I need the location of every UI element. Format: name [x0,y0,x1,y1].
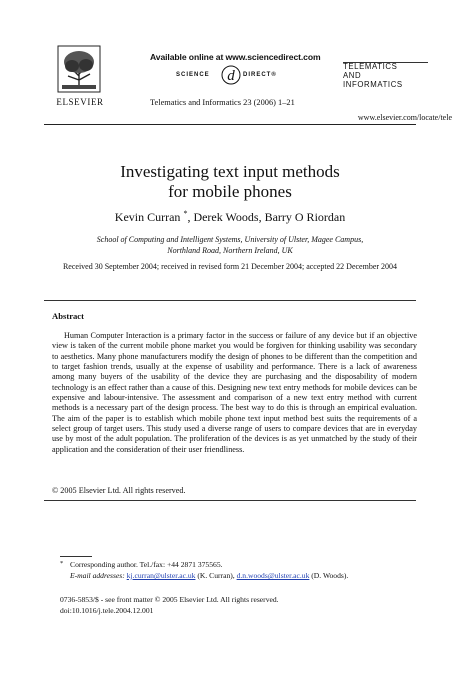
received-dates: Received 30 September 2004; received in revised form 21 December 2004; accepted 22 December 2004 [62,262,398,271]
author-first: Kevin Curran [114,210,184,224]
email-owner-woods: (D. Woods). [309,571,349,580]
abstract-heading: Abstract [52,311,84,321]
author-list [44,209,416,225]
journal-name-block [343,63,433,89]
sciencedirect-left-text: SCIENCE [176,72,210,78]
affiliation [44,235,416,256]
available-online-text[interactable]: Available online at www.sciencedirect.com [150,52,321,62]
sciencedirect-d-icon [221,65,241,85]
abstract-top-divider [44,300,416,301]
abstract-body: Human Computer Interaction is a primary factor in the success or failure of any device but if an objective view is taken of the current mobile phone market you would be forgiven for thinking usability was secondary to aesthetics. Many phone manufacturers modify the design of phones to be different than the competition and to target fashion trends, usually at the expense of usability and performance. There is a lack of awareness among many buyers of the usability of the device they are purchasing and the disposability of modern technology is an effect rather than a cause of this. Designing new text entry methods for mobile devices can be expensive and labour-intensive. The assessment and comparison of a new text entry method with current methods is a necessary part of the design process. The best way to do this is through an empirical evaluation. The aim of the paper is to establish which mobile phone text input method best suits the requirements of a select group of target users. This study used a diverse range of users to compare devices that are in everyday use by most of the adult population. The proliferation of the devices is as yet unmatched by the study of their application and the consideration of their user friendliness. [52,331,417,454]
journal-name-line-2: AND [343,70,362,80]
author-rest: , Derek Woods, Barry O Riordan [187,210,346,224]
sciencedirect-logo[interactable] [176,65,306,87]
article-title [44,162,416,201]
abstract-bottom-divider [44,500,416,501]
footnote-mark: * [60,560,64,567]
email-link-curran[interactable]: kj.curran@ulster.ac.uk [126,571,196,580]
affiliation-line-1: School of Computing and Intelligent Systems, University of Ulster, Magee Campus, [96,235,364,244]
email-link-woods[interactable]: d.n.woods@ulster.ac.uk [236,571,310,580]
corresponding-author-text: Corresponding author. Tel./fax: +44 2871 375565. [70,560,223,569]
email-footnote [70,571,348,580]
journal-citation: Telematics and Informatics 23 (2006) 1–21 [150,98,295,107]
email-owner-curran: (K. Curran), [195,571,237,580]
title-line-1: Investigating text input methods [120,162,340,181]
corresponding-author-footnote [60,560,223,569]
abstract-copyright: © 2005 Elsevier Ltd. All rights reserved. [52,486,186,495]
email-label: E-mail addresses: [70,571,125,580]
journal-url-link[interactable]: www.elsevier.com/locate/tele [357,113,452,122]
doi-line[interactable]: doi:10.1016/j.tele.2004.12.001 [60,606,154,615]
title-line-2: for mobile phones [168,181,292,201]
sciencedirect-d-letter: d [227,68,235,84]
elsevier-logo-label: ELSEVIER [56,97,104,107]
footnote-rule [60,556,92,557]
front-matter-line: 0736-5853/$ - see front matter © 2005 Elsevier Ltd. All rights reserved. [60,595,279,604]
header-divider [44,124,416,125]
sciencedirect-right-text: DIRECT® [243,72,277,78]
journal-name-line-1: TELEMATICS [343,62,398,71]
affiliation-line-2: Northland Road, Northern Ireland, UK [167,245,293,255]
corresponding-author-mark[interactable]: * [183,209,188,218]
journal-name-line-3: INFORMATICS [343,79,403,89]
